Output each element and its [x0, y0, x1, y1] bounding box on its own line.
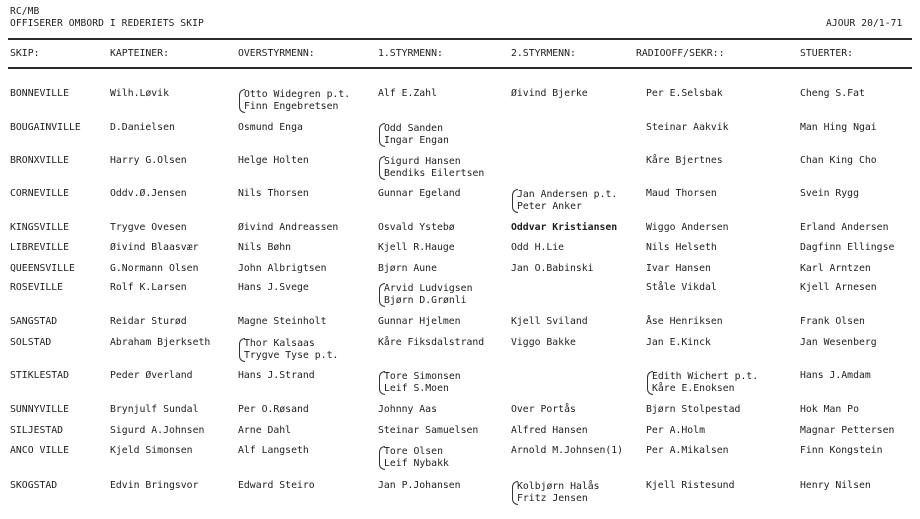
overstyrmann-name: Nils Bøhn [238, 242, 292, 253]
cell-stuert [800, 222, 888, 234]
overstyrmann-name: Hans J.Strand [238, 370, 315, 381]
cell-radiooffiser [646, 425, 705, 437]
cell-styrmann-1 [378, 425, 478, 437]
overstyrmann-name: Hans J.Svege [238, 282, 309, 293]
stuert-name: Henry Nilsen [800, 480, 871, 491]
styrmann-2-name: Fritz Jensen [517, 493, 588, 504]
cell-overstyrmann [238, 425, 291, 437]
cell-styrmann-2 [511, 242, 564, 254]
stuert-name: Kjell Arnesen [800, 282, 877, 293]
styrmann-2-name: Jan Andersen p.t. [517, 189, 618, 200]
cell-ship-name [10, 480, 57, 492]
cell-stuert [800, 316, 865, 328]
overstyrmann-name: Per O.Røsand [238, 404, 309, 415]
radiooffiser-name: Kjell Ristesund [646, 480, 735, 491]
column-header-kapteiner: KAPTEINER: [110, 48, 169, 59]
cell-kaptein [110, 282, 187, 294]
cell-ship-name [10, 222, 69, 234]
styrmann-1-name: Osvald Ystebø [378, 222, 455, 233]
kaptein-name: Harry G.Olsen [110, 155, 187, 166]
styrmann-1-name: Gunnar Hjelmen [378, 316, 461, 327]
brace-mark [647, 371, 653, 395]
cell-styrmann-2 [517, 481, 600, 505]
kaptein-name: Abraham Bjerkseth [110, 337, 211, 348]
cell-styrmann-1 [384, 156, 484, 180]
stuert-name: Chan King Cho [800, 155, 877, 166]
cell-overstyrmann [238, 282, 309, 294]
cell-overstyrmann [238, 404, 309, 416]
styrmann-2-name: Over Portås [511, 404, 576, 415]
radiooffiser-name: Per A.Holm [646, 425, 705, 436]
cell-stuert [800, 337, 877, 349]
radiooffiser-name: Per A.Mikalsen [646, 445, 729, 456]
ship-name-name: BOUGAINVILLE [10, 122, 81, 133]
cell-styrmann-1 [378, 263, 437, 275]
brace-mark [379, 123, 385, 147]
cell-stuert [800, 88, 865, 100]
cell-styrmann-2 [511, 425, 588, 437]
kaptein-name: Rolf K.Larsen [110, 282, 187, 293]
radiooffiser-name: Ivar Hansen [646, 263, 711, 274]
overstyrmann-name: Trygve Tyse p.t. [244, 350, 339, 361]
styrmann-1-name: Tore Simonsen [384, 371, 461, 382]
cell-radiooffiser [646, 263, 711, 275]
cell-kaptein [110, 370, 193, 382]
styrmann-1-name: Tore Olsen [384, 446, 443, 457]
brace-mark [239, 89, 245, 113]
cell-ship-name [10, 188, 69, 200]
cell-styrmann-1 [378, 316, 461, 328]
cell-kaptein [110, 88, 169, 100]
cell-kaptein [110, 155, 187, 167]
brace-mark [512, 189, 518, 213]
kaptein-name: Wilh.Løvik [110, 88, 169, 99]
overstyrmann-name: John Albrigtsen [238, 263, 327, 274]
stuert-name: Cheng S.Fat [800, 88, 865, 99]
ship-name-name: QUEENSVILLE [10, 263, 75, 274]
kaptein-name: G.Normann Olsen [110, 263, 199, 274]
cell-styrmann-1 [378, 337, 484, 349]
cell-radiooffiser [646, 222, 729, 234]
document-title: OFFISERER OMBORD I REDERIETS SKIP [10, 18, 204, 29]
ship-name-name: STIKLESTAD [10, 370, 69, 381]
stuert-name: Frank Olsen [800, 316, 865, 327]
cell-stuert [800, 188, 859, 200]
brace-mark [379, 371, 385, 395]
ship-name-name: BONNEVILLE [10, 88, 69, 99]
radiooffiser-name: Maud Thorsen [646, 188, 717, 199]
cell-kaptein [110, 425, 204, 437]
styrmann-1-name: Odd Sanden [384, 123, 443, 134]
styrmann-2-name: Odd H.Lie [511, 242, 565, 253]
styrmann-1-name: Kåre Fiksdalstrand [378, 337, 485, 348]
radiooffiser-name: Nils Helseth [646, 242, 717, 253]
cell-kaptein [110, 188, 187, 200]
cell-kaptein [110, 316, 187, 328]
cell-ship-name [10, 370, 69, 382]
cell-ship-name [10, 263, 75, 275]
column-header-radiooff: RADIOOFF/SEKR:: [636, 48, 725, 59]
stuert-name: Dagfinn Ellingse [800, 242, 895, 253]
styrmann-1-name: Alf E.Zahl [378, 88, 437, 99]
cell-radiooffiser [646, 122, 729, 134]
cell-stuert [800, 282, 877, 294]
styrmann-2-name: Viggo Bakke [511, 337, 576, 348]
cell-styrmann-1 [378, 188, 461, 200]
cell-overstyrmann [238, 445, 309, 457]
cell-kaptein [110, 337, 210, 349]
cell-overstyrmann [238, 242, 291, 254]
cell-kaptein [110, 445, 193, 457]
styrmann-1-name: Kjell R.Hauge [378, 242, 455, 253]
brace-mark [379, 446, 385, 470]
ship-name-name: SUNNYVILLE [10, 404, 69, 415]
cell-kaptein [110, 122, 175, 134]
cell-radiooffiser [646, 404, 740, 416]
top-rule [8, 38, 912, 40]
cell-ship-name [10, 155, 69, 167]
cell-overstyrmann [238, 188, 309, 200]
cell-overstyrmann [238, 155, 309, 167]
column-header-2-styrmenn: 2.STYRMENN: [511, 48, 576, 59]
kaptein-name: Oddv.Ø.Jensen [110, 188, 187, 199]
header-rule [8, 67, 912, 69]
ship-name-name: LIBREVILLE [10, 242, 69, 253]
overstyrmann-name: Thor Kalsaas [244, 338, 315, 349]
cell-stuert [800, 370, 871, 382]
cell-radiooffiser [646, 242, 717, 254]
brace-mark [379, 283, 385, 307]
cell-overstyrmann [238, 222, 338, 234]
cell-styrmann-1 [378, 242, 455, 254]
styrmann-1-name: Steinar Samuelsen [378, 425, 479, 436]
radiooffiser-name: Steinar Aakvik [646, 122, 729, 133]
column-header-stuerter: STUERTER: [800, 48, 854, 59]
cell-styrmann-1 [378, 404, 437, 416]
ship-name-name: KINGSVILLE [10, 222, 69, 233]
styrmann-1-name: Bendiks Eilertsen [384, 168, 485, 179]
cell-styrmann-2 [511, 222, 617, 234]
cell-ship-name [10, 316, 57, 328]
radiooffiser-name: Åse Henriksen [646, 316, 723, 327]
stuert-name: Magnar Pettersen [800, 425, 895, 436]
cell-overstyrmann [238, 263, 326, 275]
kaptein-name: Trygve Ovesen [110, 222, 187, 233]
ship-name-name: SKOGSTAD [10, 480, 58, 491]
overstyrmann-name: Øivind Andreassen [238, 222, 339, 233]
cell-styrmann-2 [517, 189, 617, 213]
cell-radiooffiser [646, 480, 734, 492]
cell-stuert [800, 242, 894, 254]
cell-styrmann-2 [511, 263, 594, 275]
cell-radiooffiser [646, 282, 717, 294]
styrmann-1-name: Leif Nybakk [384, 458, 449, 469]
styrmann-1-name: Johnny Aas [378, 404, 437, 415]
kaptein-name: Kjeld Simonsen [110, 445, 193, 456]
cell-stuert [800, 480, 871, 492]
column-header-skip: SKIP: [10, 48, 40, 59]
kaptein-name: Edvin Bringsvor [110, 480, 199, 491]
styrmann-2-name: Øivind Bjerke [511, 88, 588, 99]
cell-ship-name [10, 425, 63, 437]
stuert-name: Jan Wesenberg [800, 337, 877, 348]
cell-radiooffiser [646, 88, 723, 100]
cell-ship-name [10, 404, 69, 416]
cell-stuert [800, 263, 871, 275]
overstyrmann-name: Nils Thorsen [238, 188, 309, 199]
kaptein-name: Øivind Blaasvær [110, 242, 199, 253]
cell-styrmann-1 [384, 371, 461, 395]
cell-radiooffiser [652, 371, 758, 395]
cell-styrmann-2 [511, 316, 588, 328]
cell-ship-name [10, 122, 81, 134]
ship-name-name: SILJESTAD [10, 425, 64, 436]
ship-name-name: ROSEVILLE [10, 282, 64, 293]
styrmann-1-name: Bjørn D.Grønli [384, 295, 467, 306]
cell-kaptein [110, 404, 198, 416]
cell-styrmann-1 [378, 222, 455, 234]
overstyrmann-name: Edward Steiro [238, 480, 315, 491]
kaptein-name: Peder Øverland [110, 370, 193, 381]
cell-kaptein [110, 222, 187, 234]
cell-kaptein [110, 263, 198, 275]
styrmann-1-name: Gunnar Egeland [378, 188, 461, 199]
stuert-name: Man Hing Ngai [800, 122, 877, 133]
styrmann-2-name: Alfred Hansen [511, 425, 588, 436]
cell-stuert [800, 122, 877, 134]
radiooffiser-name: Wiggo Andersen [646, 222, 729, 233]
styrmann-2-name: Jan O.Babinski [511, 263, 594, 274]
brace-mark [239, 338, 245, 362]
overstyrmann-name: Alf Langseth [238, 445, 309, 456]
cell-styrmann-2 [511, 88, 588, 100]
cell-styrmann-1 [384, 283, 472, 307]
cell-radiooffiser [646, 445, 729, 457]
cell-stuert [800, 155, 877, 167]
cell-styrmann-2 [511, 404, 576, 416]
kaptein-name: D.Danielsen [110, 122, 175, 133]
cell-styrmann-2 [511, 445, 623, 457]
cell-overstyrmann [244, 338, 338, 362]
kaptein-name: Sigurd A.Johnsen [110, 425, 205, 436]
cell-ship-name [10, 445, 69, 457]
styrmann-1-name: Ingar Engan [384, 135, 449, 146]
radiooffiser-name: Jan E.Kinck [646, 337, 711, 348]
document-date: AJOUR 20/1-71 [826, 18, 903, 29]
brace-mark [379, 156, 385, 180]
styrmann-1-name: Leif S.Moen [384, 383, 449, 394]
cell-styrmann-1 [378, 88, 437, 100]
stuert-name: Hans J.Amdam [800, 370, 871, 381]
cell-ship-name [10, 282, 63, 294]
radiooffiser-name: Bjørn Stolpestad [646, 404, 741, 415]
cell-styrmann-1 [384, 446, 449, 470]
styrmann-2-name: Arnold M.Johnsen(1) [511, 445, 624, 456]
cell-styrmann-2 [511, 337, 576, 349]
kaptein-name: Brynjulf Sundal [110, 404, 199, 415]
radiooffiser-name: Kåre E.Enoksen [652, 383, 735, 394]
document-reference: RC/MB [10, 6, 40, 17]
column-header-overstyrmenn: OVERSTYRMENN: [238, 48, 315, 59]
styrmann-2-name: Peter Anker [517, 201, 582, 212]
stuert-name: Erland Andersen [800, 222, 889, 233]
styrmann-1-name: Arvid Ludvigsen [384, 283, 473, 294]
styrmann-2-name: Kjell Sviland [511, 316, 588, 327]
ship-name-name: BRONXVILLE [10, 155, 69, 166]
styrmann-2-name: Oddvar Kristiansen [511, 222, 618, 233]
ship-name-name: CORNEVILLE [10, 188, 69, 199]
cell-overstyrmann [238, 316, 326, 328]
cell-ship-name [10, 88, 69, 100]
stuert-name: Hok Man Po [800, 404, 859, 415]
cell-stuert [800, 425, 894, 437]
overstyrmann-name: Otto Widegren p.t. [244, 89, 351, 100]
styrmann-2-name: Kolbjørn Halås [517, 481, 600, 492]
column-header-1-styrmenn: 1.STYRMENN: [378, 48, 443, 59]
cell-overstyrmann [244, 89, 350, 113]
styrmann-1-name: Sigurd Hansen [384, 156, 461, 167]
overstyrmann-name: Osmund Enga [238, 122, 303, 133]
overstyrmann-name: Magne Steinholt [238, 316, 327, 327]
cell-kaptein [110, 480, 198, 492]
cell-ship-name [10, 337, 51, 349]
ship-name-name: SANGSTAD [10, 316, 58, 327]
stuert-name: Karl Arntzen [800, 263, 871, 274]
cell-overstyrmann [238, 480, 315, 492]
radiooffiser-name: Kåre Bjertnes [646, 155, 723, 166]
cell-radiooffiser [646, 316, 723, 328]
stuert-name: Svein Rygg [800, 188, 859, 199]
radiooffiser-name: Per E.Selsbak [646, 88, 723, 99]
cell-kaptein [110, 242, 198, 254]
ship-name-name: ANCO VILLE [10, 445, 69, 456]
brace-mark [512, 481, 518, 505]
styrmann-1-name: Bjørn Aune [378, 263, 437, 274]
cell-overstyrmann [238, 370, 315, 382]
cell-radiooffiser [646, 155, 723, 167]
cell-stuert [800, 404, 859, 416]
cell-stuert [800, 445, 883, 457]
cell-radiooffiser [646, 188, 717, 200]
kaptein-name: Reidar Sturød [110, 316, 187, 327]
overstyrmann-name: Helge Holten [238, 155, 309, 166]
cell-styrmann-1 [378, 480, 461, 492]
styrmann-1-name: Jan P.Johansen [378, 480, 461, 491]
overstyrmann-name: Finn Engebretsen [244, 101, 339, 112]
radiooffiser-name: Edith Wichert p.t. [652, 371, 759, 382]
cell-overstyrmann [238, 122, 303, 134]
stuert-name: Finn Kongstein [800, 445, 883, 456]
cell-styrmann-1 [384, 123, 449, 147]
overstyrmann-name: Arne Dahl [238, 425, 292, 436]
ship-name-name: SOLSTAD [10, 337, 52, 348]
radiooffiser-name: Ståle Vikdal [646, 282, 717, 293]
cell-radiooffiser [646, 337, 711, 349]
cell-ship-name [10, 242, 69, 254]
